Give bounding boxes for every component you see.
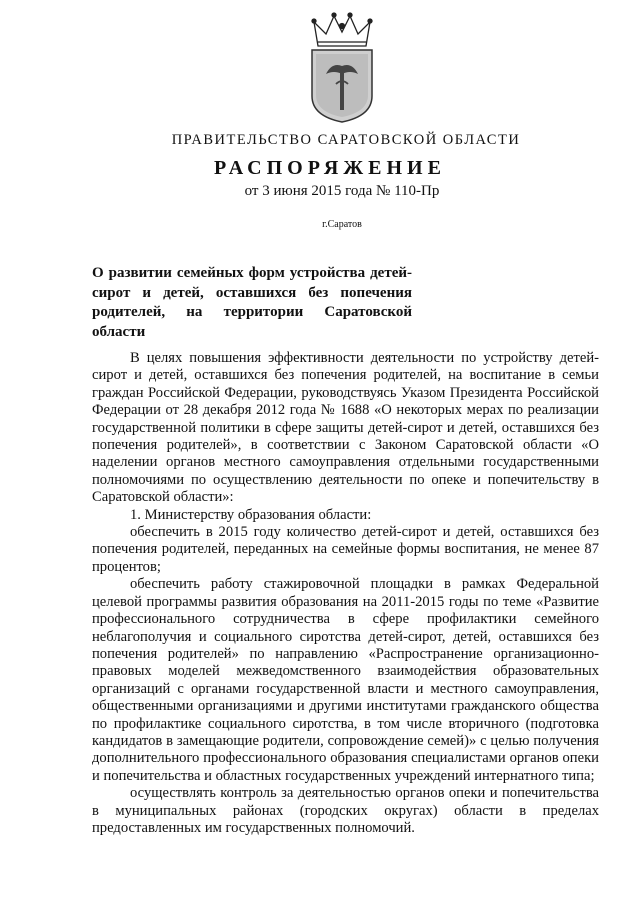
order-city: г.Саратов: [322, 219, 362, 230]
crown-icon: [312, 13, 372, 46]
saratov-coat-of-arms-icon: [302, 12, 382, 124]
shield-icon: [312, 50, 372, 122]
clause-paragraph: обеспечить работу стажировочной площадки в рамках Федеральной целевой программы развития образования на 2011-2015 годы по теме «Развитие профессионального сотрудничества в сфере профилактики семейного неблагополучия и социального сиротства детей-сирот, детей, оставшихся без попечения родителей» по направлению «Распространение организационно-правовых моделей межведомственного взаимодействия образовательных организаций с органами государственной власти и местного самоуправления, общественными организациями и другими институтами гражданского общества по профилактике социального сиротства, в том числе вторичного (подготовка кандидатов в замещающие родители, сопровождение семей)» с целью получения дополнительного профессионального образования специалистами органов опеки и попечительства и областных государственных учреждений интернатного типа;: [92, 576, 599, 784]
preamble-paragraph: В целях повышения эффективности деятельности по устройству детей-сирот и детей, оставшихся без попечения родителей, на воспитание в семьи граждан Российской Федерации, руководствуясь Указом Президента Российской Федерации от 28 декабря 2012 года № 1688 «О некоторых мерах по реализации государственной политики в сфере защиты детей-сирот и детей, оставшихся без попечения родителей», в соответствии с Законом Саратовской области «О наделении органов местного самоуправления отдельными государственными полномочиями по осуществлению деятельности по опеке и попечительству в Саратовской области»:: [92, 350, 599, 506]
clause-paragraph: осуществлять контроль за деятельностью органов опеки и попечительства в муниципальных районах (городских округах) области в пределах предоставленных им государственных полномочий.: [92, 785, 599, 836]
order-subject: О развитии семейных форм устройства детей-сирот и детей, оставшихся без попечения родителей, на территории Саратовской области: [92, 265, 412, 340]
order-date-number: от 3 июня 2015 года № 110-Пр: [244, 183, 440, 199]
order-body: [92, 350, 599, 837]
government-title: ПРАВИТЕЛЬСТВО САРАТОВСКОЙ ОБЛАСТИ: [171, 132, 521, 148]
clause-paragraph: обеспечить в 2015 году количество детей-сирот и детей, оставшихся без попечения родителей, переданных на семейные формы воспитания, не менее 87 процентов;: [92, 524, 599, 575]
document-type-title: РАСПОРЯЖЕНИЕ: [214, 157, 446, 179]
clause-paragraph: 1. Министерству образования области:: [130, 506, 372, 523]
